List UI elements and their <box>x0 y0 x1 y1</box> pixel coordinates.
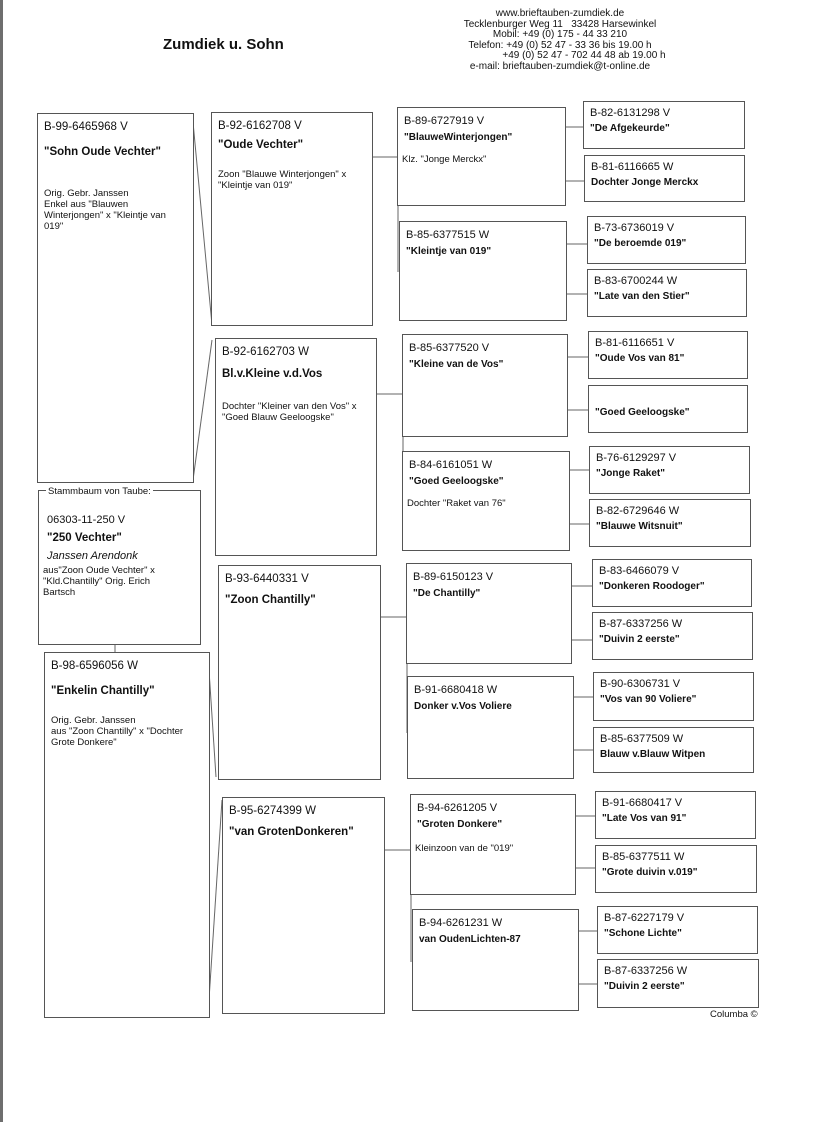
great-grandparent-ring: B-85-6377520 V <box>409 342 490 354</box>
great-grandparent-name: van OudenLichten-87 <box>419 934 521 945</box>
dam-name: "Enkelin Chantilly" <box>51 685 155 697</box>
great-great-grandparent-box[interactable] <box>595 845 757 893</box>
contact-phone: Telefon: +49 (0) 52 47 - 33 36 bis 19.00 h <box>468 39 652 51</box>
great-great-grandparent-ring: B-90-6306731 V <box>600 678 681 690</box>
great-great-grandparent-name: "Jonge Raket" <box>596 468 665 479</box>
great-great-grandparent-name: "Late Vos van 91" <box>602 813 687 824</box>
great-great-grandparent-box[interactable] <box>597 959 759 1008</box>
great-great-grandparent-name: "Donkeren Roodoger" <box>599 581 705 592</box>
great-great-grandparent-box[interactable] <box>593 672 754 721</box>
great-grandparent-name: "Groten Donkere" <box>417 819 503 830</box>
great-great-grandparent-box[interactable] <box>583 101 745 149</box>
grandparent-box[interactable] <box>222 797 385 1014</box>
great-grandparent-name: Donker v.Vos Voliere <box>414 701 512 712</box>
subject-name: "250 Vechter" <box>47 532 122 544</box>
grandparent-notes: Dochter "Kleiner van den Vos" x "Goed Blauw Geeloogske" <box>222 401 357 423</box>
grandparent-name: "van GrotenDonkeren" <box>229 826 354 838</box>
great-great-grandparent-ring: B-83-6466079 V <box>599 565 680 577</box>
connector <box>193 340 212 480</box>
great-great-grandparent-name: Dochter Jonge Merckx <box>591 177 699 188</box>
great-great-grandparent-ring: B-87-6337256 W <box>599 618 683 630</box>
great-great-grandparent-ring: B-87-6227179 V <box>604 912 685 924</box>
great-grandparent-ring: B-89-6150123 V <box>413 571 494 583</box>
great-great-grandparent-box[interactable] <box>592 612 753 660</box>
sire-ring: B-99-6465968 V <box>44 121 128 133</box>
grandparent-box[interactable] <box>218 565 381 780</box>
grandparent-name: Bl.v.Kleine v.d.Vos <box>222 368 323 380</box>
grandparent-name: "Oude Vechter" <box>218 139 304 151</box>
subject-label: Stammbaum von Taube: <box>48 486 151 497</box>
dam-ring: B-98-6596056 W <box>51 660 138 672</box>
grandparent-ring: B-92-6162708 V <box>218 120 302 132</box>
great-great-grandparent-ring: B-73-6736019 V <box>594 222 675 234</box>
great-great-grandparent-ring: B-76-6129297 V <box>596 452 677 464</box>
great-great-grandparent-box[interactable] <box>595 791 756 839</box>
great-great-grandparent-name: "Grote duivin v.019" <box>602 867 698 878</box>
great-great-grandparent-ring: B-85-6377511 W <box>602 851 685 863</box>
grandparent-notes: Zoon "Blauwe Winterjongen" x "Kleintje van 019" <box>218 169 347 191</box>
great-grandparent-name: "Kleine van de Vos" <box>409 359 504 370</box>
great-great-grandparent-box[interactable] <box>589 446 750 494</box>
great-grandparent-ring: B-91-6680418 W <box>414 684 498 696</box>
great-grandparent-box[interactable] <box>406 563 572 664</box>
great-great-grandparent-name: "De Afgekeurde" <box>590 123 670 134</box>
great-great-grandparent-name: "Duivin 2 eerste" <box>599 634 680 645</box>
great-great-grandparent-box[interactable] <box>592 559 752 607</box>
sire-notes: Orig. Gebr. Janssen Enkel aus "Blauwen Winterjongen" x "Kleintje van 019" <box>44 188 166 232</box>
great-grandparent-box[interactable] <box>407 676 574 779</box>
sire-box[interactable] <box>37 113 194 483</box>
great-great-grandparent-name: "Vos van 90 Voliere" <box>600 694 697 705</box>
great-grandparent-ring: B-85-6377515 W <box>406 229 490 241</box>
great-grandparent-ring: B-84-6161051 W <box>409 459 493 471</box>
great-great-grandparent-box[interactable] <box>588 385 748 433</box>
contact-website: www.brieftauben-zumdiek.de <box>495 8 625 19</box>
subject-notes: aus"Zoon Oude Vechter" x "Kld.Chantilly" Orig. Erich Bartsch <box>43 565 155 598</box>
great-great-grandparent-ring: B-85-6377509 W <box>600 733 684 745</box>
great-great-grandparent-box[interactable] <box>593 727 754 773</box>
software-credit: Columba © <box>710 1009 758 1020</box>
subject-ring: 06303-11-250 V <box>47 514 126 526</box>
contact-address: Tecklenburger Weg 11 33428 Harsewinkel <box>463 18 657 30</box>
great-great-grandparent-ring: B-83-6700244 W <box>594 275 678 287</box>
grandparent-box[interactable] <box>215 338 377 556</box>
contact-email: e-mail: brieftauben-zumdiek@t-online.de <box>469 60 651 72</box>
great-great-grandparent-ring: B-87-6337256 W <box>604 965 688 977</box>
great-grandparent-box[interactable] <box>399 221 567 321</box>
great-great-grandparent-box[interactable] <box>584 155 745 202</box>
great-great-grandparent-name: "Schone Lichte" <box>604 928 682 939</box>
great-great-grandparent-ring: B-81-6116651 V <box>595 337 675 349</box>
great-grandparent-ring: B-94-6261231 W <box>419 917 503 929</box>
subject-breeder: Janssen Arendonk <box>47 550 138 562</box>
sire-name: "Sohn Oude Vechter" <box>44 146 161 158</box>
great-great-grandparent-ring: B-82-6131298 V <box>590 107 671 119</box>
great-great-grandparent-box[interactable] <box>597 906 758 954</box>
grandparent-box[interactable] <box>211 112 373 326</box>
great-great-grandparent-ring: B-91-6680417 V <box>602 797 683 809</box>
great-great-grandparent-box[interactable] <box>587 269 747 317</box>
great-great-grandparent-name: "Goed Geeloogske" <box>595 407 690 418</box>
dam-box[interactable] <box>44 652 210 1018</box>
contact-mobile: Mobil: +49 (0) 175 - 44 33 210 <box>492 29 628 40</box>
great-great-grandparent-box[interactable] <box>588 331 748 379</box>
great-grandparent-notes: Klz. "Jonge Merckx" <box>402 154 487 165</box>
great-great-grandparent-box[interactable] <box>587 216 746 264</box>
contact-phone-evening: +49 (0) 52 47 - 702 44 48 ab 19.00 h <box>502 50 666 61</box>
great-great-grandparent-name: Blauw v.Blauw Witpen <box>600 749 706 760</box>
great-grandparent-box[interactable] <box>402 451 570 551</box>
great-great-grandparent-name: "Duivin 2 eerste" <box>604 981 685 992</box>
great-great-grandparent-name: "Oude Vos van 81" <box>595 353 685 364</box>
great-grandparent-name: "Kleintje van 019" <box>406 246 492 257</box>
great-great-grandparent-box[interactable] <box>589 499 751 547</box>
great-grandparent-name: "BlauweWinterjongen" <box>404 132 513 143</box>
connector <box>193 122 212 325</box>
great-grandparent-name: "De Chantilly" <box>413 588 481 599</box>
grandparent-ring: B-92-6162703 W <box>222 346 309 358</box>
great-grandparent-box[interactable] <box>410 794 576 895</box>
great-great-grandparent-ring: B-82-6729646 W <box>596 505 680 517</box>
great-grandparent-box[interactable] <box>412 909 579 1011</box>
great-grandparent-notes: Kleinzoon van de "019" <box>415 843 514 854</box>
dam-notes: Orig. Gebr. Janssen aus "Zoon Chantilly" x "Dochter Grote Donkere" <box>51 715 184 748</box>
great-great-grandparent-name: "Blauwe Witsnuit" <box>596 521 683 532</box>
great-grandparent-name: "Goed Geeloogske" <box>409 476 504 487</box>
great-great-grandparent-name: "De beroemde 019" <box>594 238 687 249</box>
great-grandparent-box[interactable] <box>397 107 566 206</box>
great-great-grandparent-ring: B-81-6116665 W <box>591 161 674 173</box>
connector <box>208 800 222 1015</box>
great-grandparent-ring: B-94-6261205 V <box>417 802 498 814</box>
great-grandparent-box[interactable] <box>402 334 568 437</box>
loft-name: Zumdiek u. Sohn <box>163 36 284 53</box>
great-grandparent-ring: B-89-6727919 V <box>404 115 485 127</box>
grandparent-name: "Zoon Chantilly" <box>225 594 316 606</box>
grandparent-ring: B-93-6440331 V <box>225 573 309 585</box>
great-grandparent-notes: Dochter "Raket van 76" <box>407 498 506 509</box>
great-great-grandparent-name: "Late van den Stier" <box>594 291 690 302</box>
grandparent-ring: B-95-6274399 W <box>229 805 316 817</box>
